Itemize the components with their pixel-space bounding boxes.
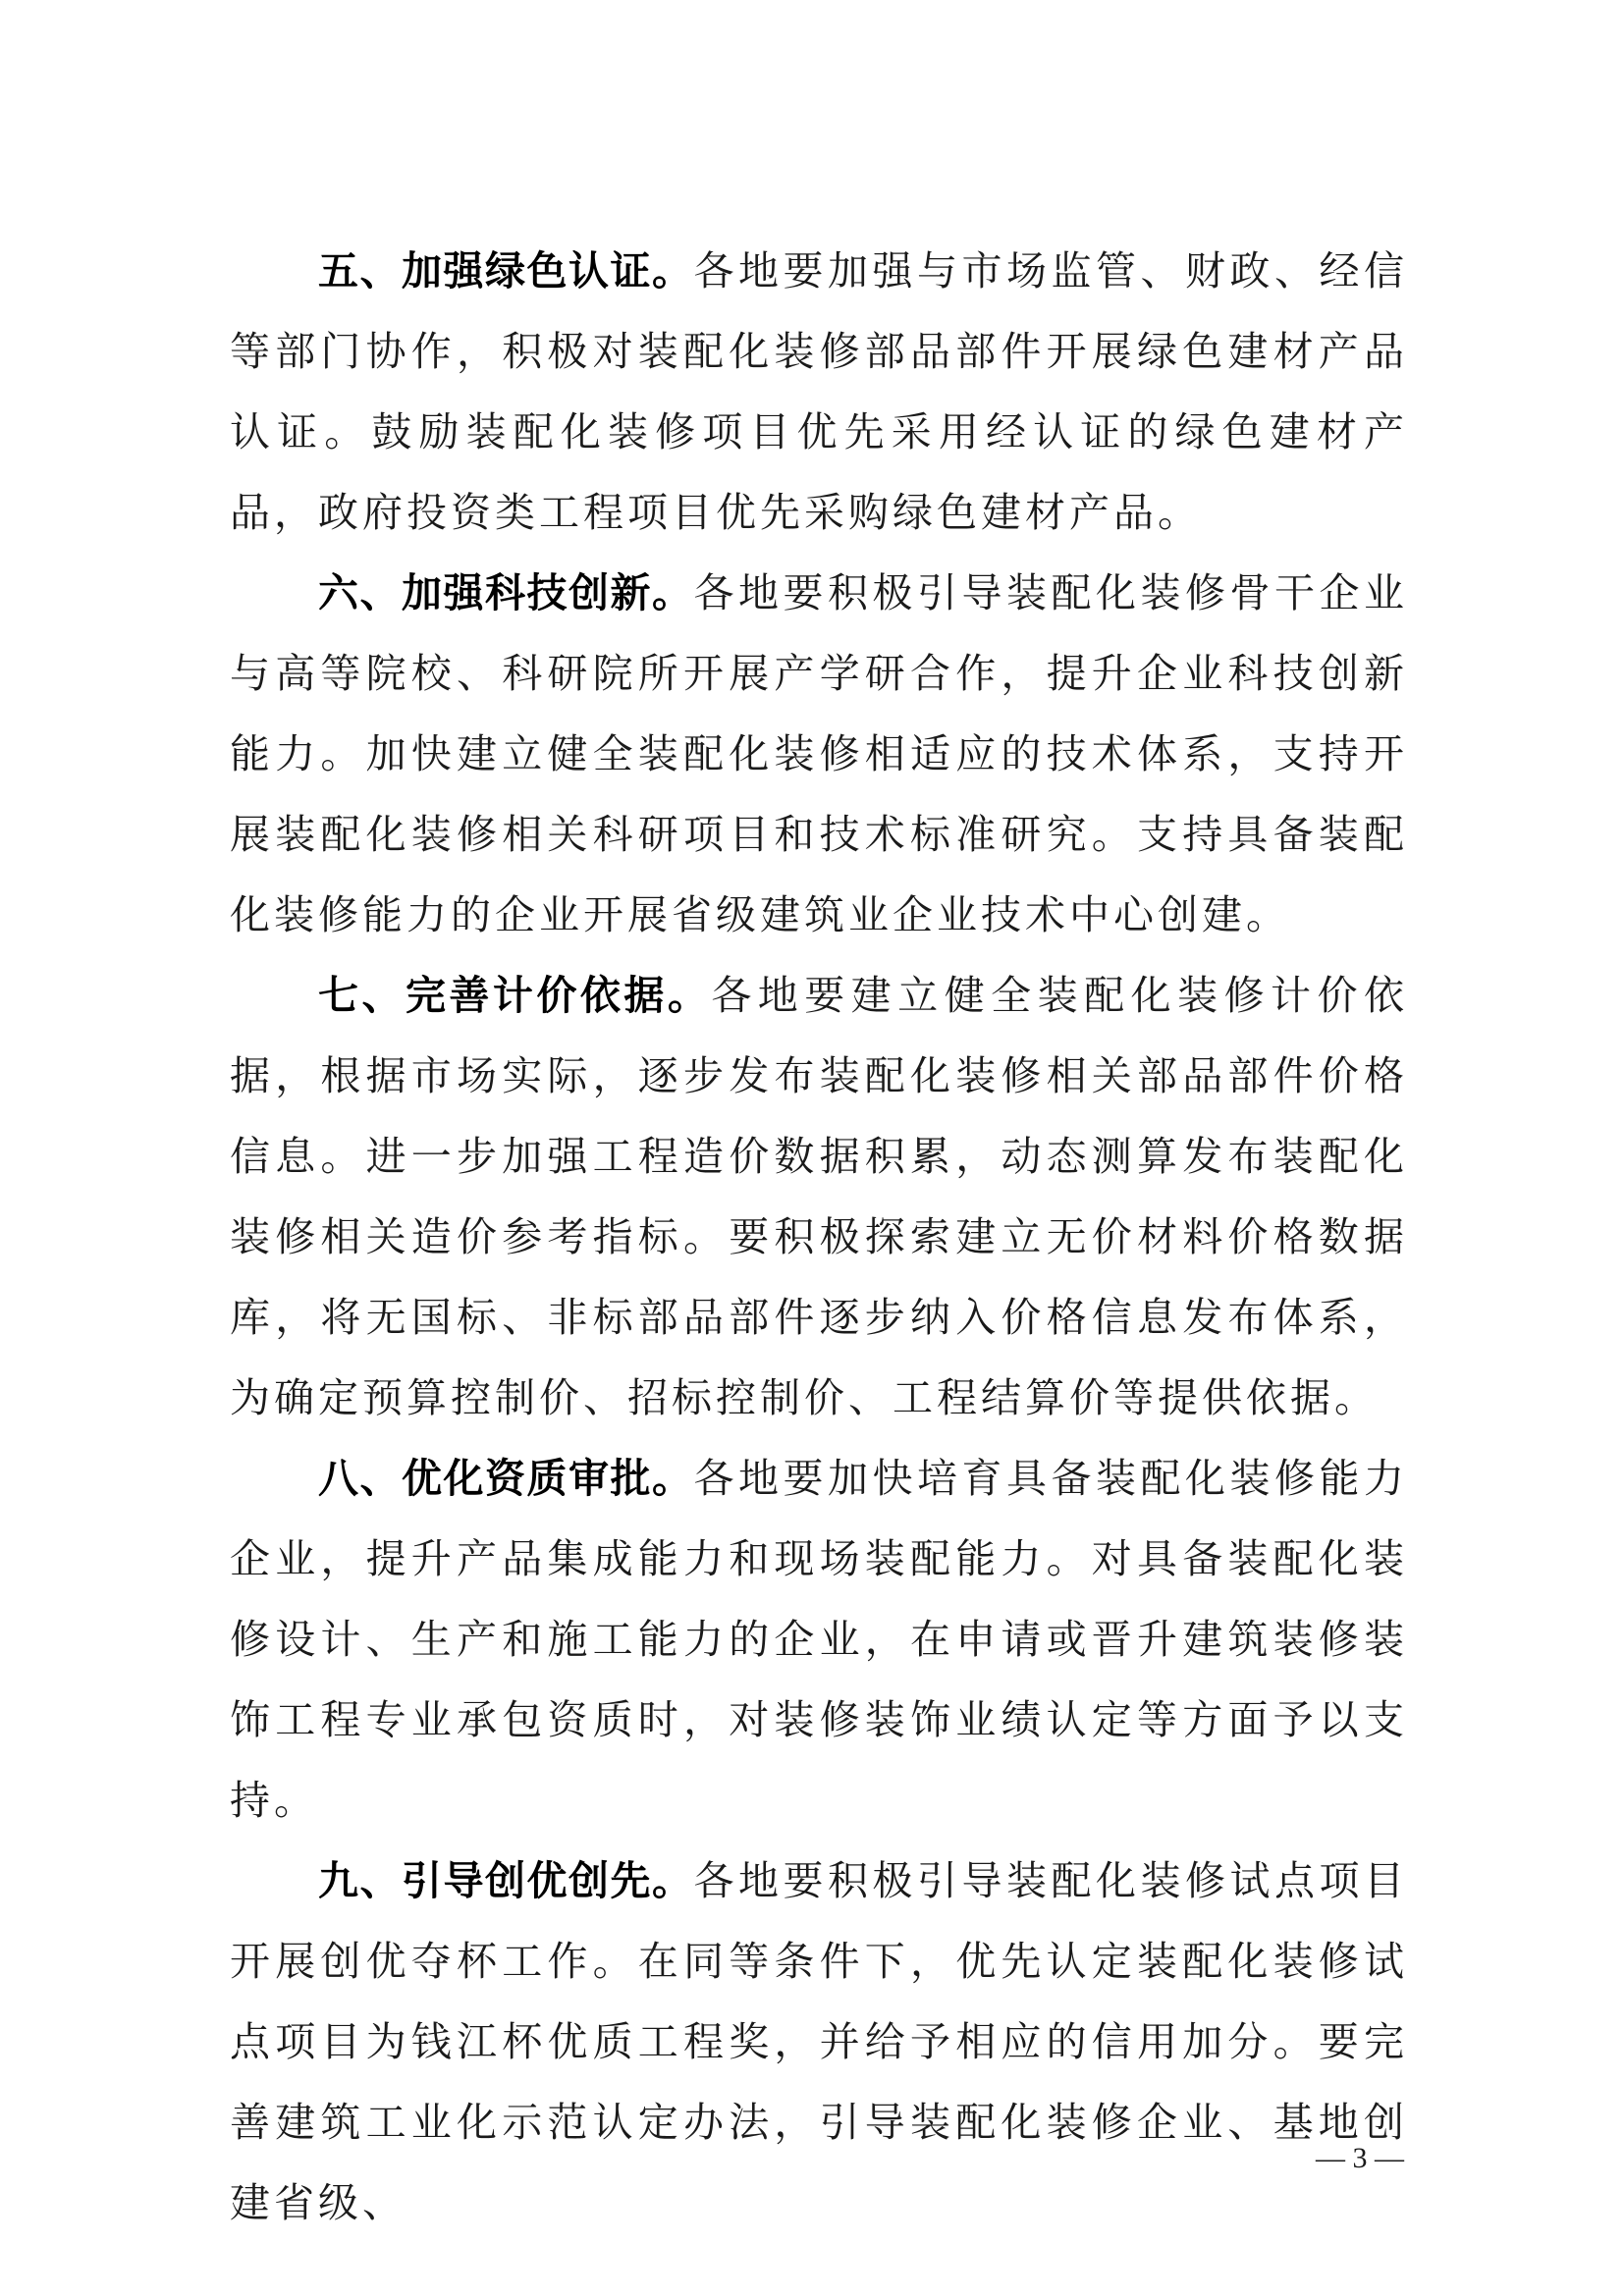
paragraph-pricing-basis — [230, 955, 1408, 1438]
section-heading: 八、优化资质审批。 — [318, 1455, 694, 1502]
paragraph-text: 各地要积极引导装配化装修试点项目开展创优夺杯工作。在同等条件下，优先认定装配化装修试点项目为钱江杯优质工程奖，并给予相应的信用加分。要完善建筑工业化示范认定办法，引导装配化装修企业、基地创建省级、 — [230, 1857, 1408, 2226]
section-heading: 五、加强绿色认证。 — [318, 247, 694, 294]
section-heading: 九、引导创优创先。 — [318, 1857, 694, 1904]
paragraph-text: 各地要加强与市场监管、财政、经信等部门协作，积极对装配化装修部品部件开展绿色建材产品认证。鼓励装配化装修项目优先采用经认证的绿色建材产品，政府投资类工程项目优先采购绿色建材产品。 — [230, 247, 1408, 536]
paragraph-qualification-approval — [230, 1438, 1408, 1841]
paragraph-text: 各地要积极引导装配化装修骨干企业与高等院校、科研院所开展产学研合作，提升企业科技创新能力。加快建立健全装配化装修相适应的技术体系，支持开展装配化装修相关科研项目和技术标准研究。支持具备装配化装修能力的企业开展省级建筑业企业技术中心创建。 — [230, 569, 1408, 938]
paragraph-text: 各地要加快培育具备装配化装修能力企业，提升产品集成能力和现场装配能力。对具备装配化装修设计、生产和施工能力的企业，在申请或晋升建筑装修装饰工程专业承包资质时，对装修装饰业绩认定等方面予以支持。 — [230, 1455, 1408, 1824]
paragraph-tech-innovation — [230, 553, 1408, 955]
paragraph-excellence-guidance — [230, 1841, 1408, 2243]
section-heading: 六、加强科技创新。 — [318, 569, 694, 616]
document-body — [230, 231, 1408, 2243]
paragraph-green-certification — [230, 231, 1408, 553]
section-heading: 七、完善计价依据。 — [318, 972, 712, 1019]
page-number: — 3 — — [1316, 2142, 1404, 2174]
paragraph-text: 各地要建立健全装配化装修计价依据，根据市场实际，逐步发布装配化装修相关部品部件价格信息。进一步加强工程造价数据积累，动态测算发布装配化装修相关造价参考指标。要积极探索建立无价材料价格数据库，将无国标、非标部品部件逐步纳入价格信息发布体系，为确定预算控制价、招标控制价、工程结算价等提供依据。 — [230, 972, 1409, 1421]
